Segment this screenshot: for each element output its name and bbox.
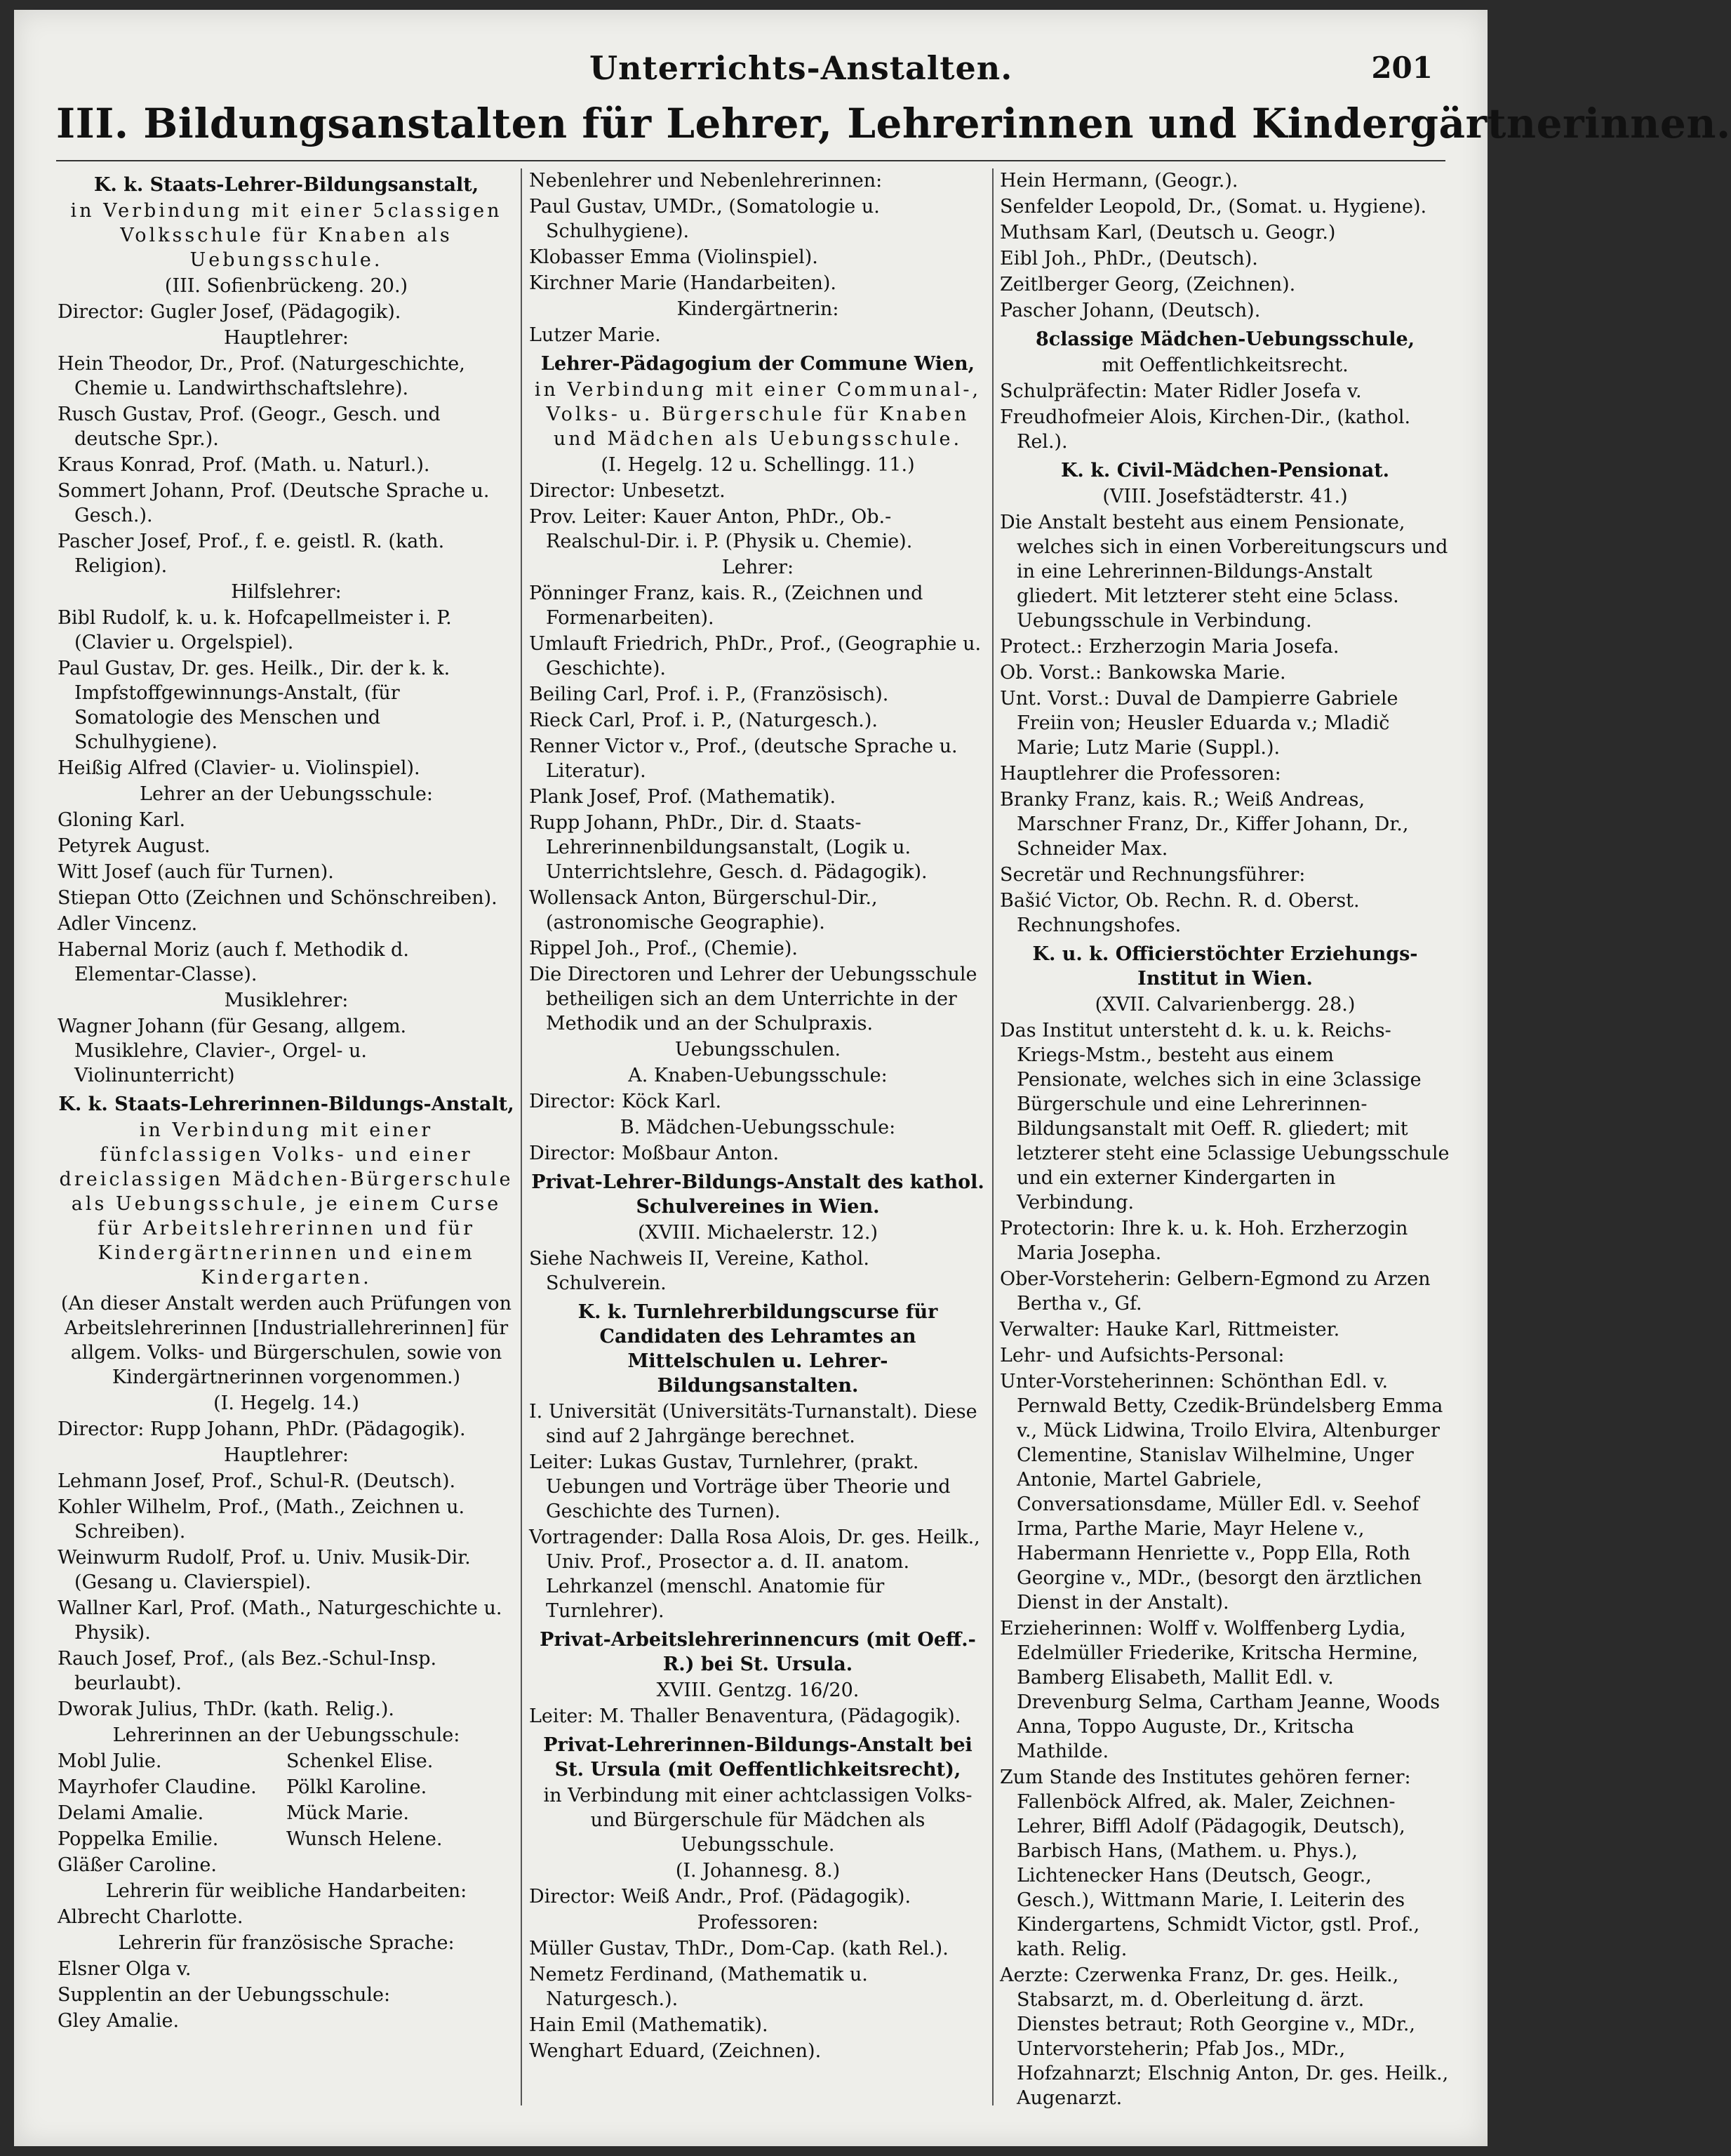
column-3 bbox=[1000, 168, 1450, 2120]
institution-heading: Privat-Arbeitslehrerinnencurs (mit Oeff.-R.) bei St. Ursula. bbox=[540, 1629, 976, 1675]
entry: Hain Emil (Mathematik). bbox=[529, 2014, 768, 2036]
subheading: B. Mädchen-Uebungsschule: bbox=[620, 1117, 896, 1138]
entry: Rauch Josef, Prof., (als Bez.-Schul-Insp. beurlaubt). bbox=[58, 1648, 437, 1694]
subheading: A. Knaben-Uebungsschule: bbox=[628, 1065, 888, 1086]
entry: Heißig Alfred (Clavier- u. Violinspiel). bbox=[58, 757, 420, 779]
entry: Weinwurm Rudolf, Prof. u. Univ. Musik-Dir. (Gesang u. Clavierspiel). bbox=[58, 1547, 471, 1593]
entry: Kirchner Marie (Handarbeiten). bbox=[529, 272, 837, 294]
entry: Zum Stande des Institutes gehören ferner: Fallenböck Alfred, ak. Maler, Zeichnen-Lehrer, Biffl Adolf (Pädagogik, Deutsch), Barbisch Hans, (Mathem. u. Phys.), Lichtenecker Hans (Deutsch, Geogr., Gesch.), Wittmann Marie, I. Leiterin des Kindergartens, Schmidt Victor, gstl. Prof., kath. Relig. bbox=[1000, 1766, 1420, 1960]
entry: Nebenlehrer und Nebenlehrerinnen: bbox=[529, 170, 883, 192]
institution-heading: K. k. Staats-Lehrer-Bildungsanstalt, bbox=[93, 174, 479, 196]
subheading: Uebungsschulen. bbox=[674, 1039, 841, 1060]
section-title: III. Bildungsanstalten für Lehrer, Lehrerinnen und Kindergärtnerinnen. bbox=[56, 100, 1731, 147]
entry-name: Poppelka Emilie. bbox=[58, 1828, 219, 1850]
entry: Dworak Julius, ThDr. (kath. Relig.). bbox=[58, 1698, 394, 1720]
entry: Freudhofmeier Alois, Kirchen-Dir., (kathol. Rel.). bbox=[1000, 406, 1411, 453]
entry: Prov. Leiter: Kauer Anton, PhDr., Ob.-Realschul-Dir. i. P. (Physik u. Chemie). bbox=[529, 506, 913, 552]
entry: Supplentin an der Uebungsschule: bbox=[58, 1984, 391, 2006]
header-rule bbox=[56, 160, 1445, 161]
subheading: (III. Sofienbrückeng. 20.) bbox=[164, 275, 408, 297]
subheading: Professoren: bbox=[697, 1912, 819, 1934]
entry: Unt. Vorst.: Duval de Dampierre Gabriele Freiin von; Heusler Eduarda v.; Mladič Marie; Lutz Marie (Suppl.). bbox=[1000, 688, 1398, 759]
subheading: Musiklehrer: bbox=[224, 990, 349, 1011]
subheading: mit Oeffentlichkeitsrecht. bbox=[1102, 354, 1349, 376]
entry: Beiling Carl, Prof. i. P., (Französisch). bbox=[529, 684, 889, 705]
entry: Director: Weiß Andr., Prof. (Pädagogik). bbox=[529, 1886, 911, 1908]
entry-name: Mayrhofer Claudine. bbox=[58, 1776, 257, 1798]
entry: Pönninger Franz, kais. R., (Zeichnen und Formenarbeiten). bbox=[529, 583, 923, 629]
entry: Kraus Konrad, Prof. (Math. u. Naturl.). bbox=[58, 454, 430, 476]
entry-name: Mobl Julie. bbox=[58, 1750, 162, 1772]
column-divider bbox=[992, 168, 994, 2105]
subheading: Lehrerinnen an der Uebungsschule: bbox=[112, 1724, 460, 1746]
entry: Secretär und Rechnungsführer: bbox=[1000, 864, 1306, 886]
entry: Paul Gustav, Dr. ges. Heilk., Dir. der k. k. Impfstoffgewinnungs-Anstalt, (für Somatologie des Menschen und Schulhygiene). bbox=[58, 658, 450, 753]
entry: Kohler Wilhelm, Prof., (Math., Zeichnen u. Schreiben). bbox=[58, 1496, 465, 1543]
entry: Schulpräfectin: Mater Ridler Josefa v. bbox=[1000, 380, 1362, 402]
entry: Das Institut untersteht d. k. u. k. Reichs-Kriegs-Mstm., besteht aus einem Pensionate, welches sich in eine 3classige Bürgerschule und eine Lehrerinnen-Bildungsanstalt mit Oeff. R. gliedert; mit letzterer steht eine 5classige Uebungsschule und ein externer Kindergarten in Verbindung. bbox=[1000, 1020, 1450, 1213]
entry: Klobasser Emma (Violinspiel). bbox=[529, 246, 818, 268]
entry: Director: Gugler Josef, (Pädagogik). bbox=[58, 301, 401, 323]
entry: Albrecht Charlotte. bbox=[58, 1906, 243, 1928]
description: in Verbindung mit einer 5classigen Volksschule für Knaben als Uebungsschule. bbox=[70, 200, 502, 271]
entry: Erzieherinnen: Wolff v. Wolffenberg Lydia, Edelmüller Friederike, Kritscha Hermine, Bamberg Elisabeth, Mallit Edl. v. Drevenburg Selma, Cartham Jeanne, Woods Anna, Toppo Auguste, Dr., Kritscha Mathilde. bbox=[1000, 1618, 1441, 1762]
entry: Rupp Johann, PhDr., Dir. d. Staats-Lehrerinnenbildungsanstalt, (Logik u. Unterrichtslehre, Gesch. d. Pädagogik). bbox=[529, 812, 928, 883]
entry: Senfelder Leopold, Dr., (Somat. u. Hygiene). bbox=[1000, 196, 1427, 218]
institution-heading: K. k. Civil-Mädchen-Pensionat. bbox=[1060, 460, 1390, 481]
entry: Gläßer Caroline. bbox=[58, 1854, 217, 1876]
subheading: (I. Hegelg. 12 u. Schellingg. 11.) bbox=[601, 454, 915, 476]
entry-name: Wunsch Helene. bbox=[286, 1828, 443, 1850]
entry: Siehe Nachweis II, Vereine, Kathol. Schulverein. bbox=[529, 1248, 869, 1294]
entry: Muthsam Karl, (Deutsch u. Geogr.) bbox=[1000, 222, 1336, 244]
entry: Müller Gustav, ThDr., Dom-Cap. (kath Rel.). bbox=[529, 1938, 949, 1959]
entry: Hein Theodor, Dr., Prof. (Naturgeschichte, Chemie u. Landwirthschaftslehre). bbox=[58, 353, 465, 399]
entry: Vortragender: Dalla Rosa Alois, Dr. ges. Heilk., Univ. Prof., Prosector a. d. II. anatom. Lehrkanzel (menschl. Anatomie für Turnlehrer). bbox=[529, 1526, 980, 1622]
page bbox=[14, 10, 1731, 2146]
entry: Bibl Rudolf, k. u. k. Hofcapellmeister i. P. (Clavier u. Orgelspiel). bbox=[58, 607, 452, 653]
entry: Lehmann Josef, Prof., Schul-R. (Deutsch). bbox=[58, 1470, 456, 1492]
institution-heading: Privat-Lehrerinnen-Bildungs-Anstalt bei St. Ursula (mit Oeffentlichkeitsrecht), bbox=[543, 1734, 973, 1781]
entry: Hein Hermann, (Geogr.). bbox=[1000, 170, 1238, 192]
entry: Director: Unbesetzt. bbox=[529, 480, 726, 502]
subheading: in Verbindung mit einer achtclassigen Volks- und Bürgerschule für Mädchen als Uebungsschule. bbox=[543, 1785, 973, 1856]
entry: Hauptlehrer die Professoren: bbox=[1000, 763, 1281, 785]
institution-heading: Lehrer-Pädagogium der Commune Wien, bbox=[540, 353, 975, 375]
institution-heading: K. k. Turnlehrerbildungscurse für Candidaten des Lehramtes an Mittelschulen u. Lehrer-Bildungsanstalten. bbox=[577, 1301, 938, 1397]
entry: Branky Franz, kais. R.; Weiß Andreas, Marschner Franz, Dr., Kiffer Johann, Dr., Schneider Max. bbox=[1000, 789, 1409, 860]
entry: Sommert Johann, Prof. (Deutsche Sprache u. Gesch.). bbox=[58, 480, 490, 526]
entry: I. Universität (Universitäts-Turnanstalt). Diese sind auf 2 Jahrgänge berechnet. bbox=[529, 1401, 977, 1447]
entry: Gley Amalie. bbox=[58, 2010, 180, 2032]
entry-name: Pölkl Karoline. bbox=[286, 1776, 427, 1798]
institution-heading: 8classige Mädchen-Uebungsschule, bbox=[1035, 328, 1415, 350]
entry: Umlauft Friedrich, PhDr., Prof., (Geographie u. Geschichte). bbox=[529, 633, 982, 679]
entry: Zeitlberger Georg, (Zeichnen). bbox=[1000, 274, 1296, 295]
subheading: XVIII. Gentzg. 16/20. bbox=[656, 1679, 860, 1701]
entry: Lutzer Marie. bbox=[529, 324, 661, 346]
description: in Verbindung mit einer fünfclassigen Volks- und einer dreiclassigen Mädchen-Bürgerschule als Uebungsschule, je einem Curse für Arbeitslehrerinnen und für Kindergärtnerinnen und einem Kindergarten. bbox=[59, 1119, 514, 1289]
entry-name: Schenkel Elise. bbox=[286, 1750, 434, 1772]
description: in Verbindung mit einer Communal-, Volks- u. Bürgerschule für Knaben und Mädchen als Uebungsschule. bbox=[534, 379, 982, 450]
entry: Verwalter: Hauke Karl, Rittmeister. bbox=[1000, 1319, 1340, 1340]
subheading: Hauptlehrer: bbox=[223, 1444, 349, 1466]
entry: Protect.: Erzherzogin Maria Josefa. bbox=[1000, 636, 1339, 658]
column-divider bbox=[521, 168, 522, 2105]
entry: Protectorin: Ihre k. u. k. Hoh. Erzherzogin Maria Josepha. bbox=[1000, 1218, 1408, 1264]
entry: Elsner Olga v. bbox=[58, 1958, 192, 1980]
subheading: Lehrer: bbox=[721, 557, 794, 578]
subheading: (XVIII. Michaelerstr. 12.) bbox=[637, 1222, 878, 1244]
entry: Wenghart Eduard, (Zeichnen). bbox=[529, 2040, 822, 2062]
subheading: Hilfslehrer: bbox=[231, 581, 342, 603]
entry: Director: Rupp Johann, PhDr. (Pädagogik). bbox=[58, 1418, 466, 1440]
entry: Director: Moßbaur Anton. bbox=[529, 1143, 780, 1164]
entry: Witt Josef (auch für Turnen). bbox=[58, 861, 334, 883]
page-number: 201 bbox=[1371, 51, 1433, 85]
entry: Stiepan Otto (Zeichnen und Schönschreiben). bbox=[58, 887, 497, 909]
subheading: (I. Hegelg. 14.) bbox=[213, 1392, 359, 1414]
entry-name: Mück Marie. bbox=[286, 1802, 409, 1824]
entry: Rusch Gustav, Prof. (Geogr., Gesch. und deutsche Spr.). bbox=[58, 404, 441, 450]
column-1 bbox=[58, 168, 515, 2120]
entry-row bbox=[58, 1801, 515, 1825]
entry: Nemetz Ferdinand, (Mathematik u. Naturgesch.). bbox=[529, 1964, 868, 2010]
entry: Leiter: M. Thaller Benaventura, (Pädagogik). bbox=[529, 1705, 961, 1727]
institution-heading: K. u. k. Officierstöchter Erziehungs-Institut in Wien. bbox=[1032, 943, 1418, 990]
entry: Renner Victor v., Prof., (deutsche Sprache u. Literatur). bbox=[529, 736, 958, 782]
subheading: Lehrerin für französische Sprache: bbox=[118, 1932, 455, 1954]
entry-row bbox=[58, 1827, 515, 1851]
entry: Lehr- und Aufsichts-Personal: bbox=[1000, 1345, 1285, 1366]
entry: Ober-Vorsteherin: Gelbern-Egmond zu Arzen Bertha v., Gf. bbox=[1000, 1268, 1431, 1315]
entry: Die Directoren und Lehrer der Uebungsschule betheiligen sich an dem Unterrichte in der Methodik und an der Schulpraxis. bbox=[529, 964, 977, 1034]
running-head bbox=[14, 45, 1488, 94]
subheading: Kindergärtnerin: bbox=[676, 298, 839, 320]
entry: Gloning Karl. bbox=[58, 809, 186, 831]
entry: Die Anstalt besteht aus einem Pensionate, welches sich in einen Vorbereitungscurs und in eine Lehrerinnen-Bildungs-Anstalt gliedert. Mit letzterer steht eine 5class. Uebungsschule in Verbindung. bbox=[1000, 512, 1448, 632]
entry-row bbox=[58, 1749, 515, 1774]
running-title: Unterrichts-Anstalten. bbox=[589, 49, 1013, 87]
entry: Eibl Joh., PhDr., (Deutsch). bbox=[1000, 248, 1258, 270]
entry: Rippel Joh., Prof., (Chemie). bbox=[529, 938, 798, 959]
entry: Wollensack Anton, Bürgerschul-Dir., (astronomische Geographie). bbox=[529, 887, 878, 933]
subheading: (XVII. Calvarienbergg. 28.) bbox=[1095, 994, 1356, 1016]
entry: Pascher Josef, Prof., f. e. geistl. R. (kath. Religion). bbox=[58, 531, 445, 577]
entry: Ob. Vorst.: Bankowska Marie. bbox=[1000, 662, 1286, 684]
entry: Unter-Vorsteherinnen: Schönthan Edl. v. Pernwald Betty, Czedik-Bründelsberg Emma v., Mück Lidwina, Troilo Elvira, Altenburger Clementine, Stanislav Wilhelmine, Unger Antonie, Martel Gabriele, Conversationsdame, Müller Edl. v. Seehof Irma, Parthe Marie, Mayr Helene v., Habermann Henriette v., Popp Ella, Roth Georgine v., MDr., (besorgt den ärztlichen Dienst in der Anstalt). bbox=[1000, 1371, 1443, 1613]
entry: Adler Vincenz. bbox=[58, 913, 198, 935]
institution-heading: K. k. Staats-Lehrerinnen-Bildungs-Anstalt, bbox=[58, 1093, 514, 1115]
entry: Bašić Victor, Ob. Rechn. R. d. Oberst. Rechnungshofes. bbox=[1000, 890, 1360, 936]
entry: Paul Gustav, UMDr., (Somatologie u. Schulhygiene). bbox=[529, 196, 880, 242]
entry: Petyrek August. bbox=[58, 835, 210, 857]
subheading: (An dieser Anstalt werden auch Prüfungen von Arbeitslehrerinnen [Industriallehrerinnen] für allgem. Volks- und Bürgerschulen, sowie von Kindergärtnerinnen vorgenommen.) bbox=[60, 1293, 512, 1388]
subheading: (VIII. Josefstädterstr. 41.) bbox=[1102, 486, 1348, 507]
entry: Plank Josef, Prof. (Mathematik). bbox=[529, 786, 836, 808]
entry-row bbox=[58, 1775, 515, 1799]
entry: Wallner Karl, Prof. (Math., Naturgeschichte u. Physik). bbox=[58, 1597, 502, 1644]
entry: Leiter: Lukas Gustav, Turnlehrer, (prakt. Uebungen und Vorträge über Theorie und Geschichte des Turnen). bbox=[529, 1451, 951, 1522]
subheading: Lehrer an der Uebungsschule: bbox=[140, 783, 433, 805]
entry: Aerzte: Czerwenka Franz, Dr. ges. Heilk., Stabsarzt, m. d. Oberleitung d. ärzt. Dienstes betraut; Roth Georgine v., MDr., Untervorsteherin; Pfab Jos., MDr., Hofzahnarzt; Elschnig Anton, Dr. ges. Heilk., Augenarzt. bbox=[1000, 1964, 1449, 2109]
subheading: Hauptlehrer: bbox=[223, 327, 349, 349]
column-2 bbox=[529, 168, 987, 2120]
entry: Pascher Johann, (Deutsch). bbox=[1000, 300, 1261, 321]
entry: Wagner Johann (für Gesang, allgem. Musiklehre, Clavier-, Orgel- u. Violinunterricht) bbox=[58, 1016, 407, 1086]
institution-heading: Privat-Lehrer-Bildungs-Anstalt des kathol. Schulvereines in Wien. bbox=[531, 1171, 984, 1218]
entry: Rieck Carl, Prof. i. P., (Naturgesch.). bbox=[529, 710, 878, 731]
entry: Director: Köck Karl. bbox=[529, 1091, 722, 1112]
subheading: Lehrerin für weibliche Handarbeiten: bbox=[105, 1880, 467, 1902]
entry-name: Delami Amalie. bbox=[58, 1802, 204, 1824]
subheading: (I. Johannesg. 8.) bbox=[675, 1860, 841, 1882]
entry: Habernal Moriz (auch f. Methodik d. Elementar-Classe). bbox=[58, 939, 409, 985]
